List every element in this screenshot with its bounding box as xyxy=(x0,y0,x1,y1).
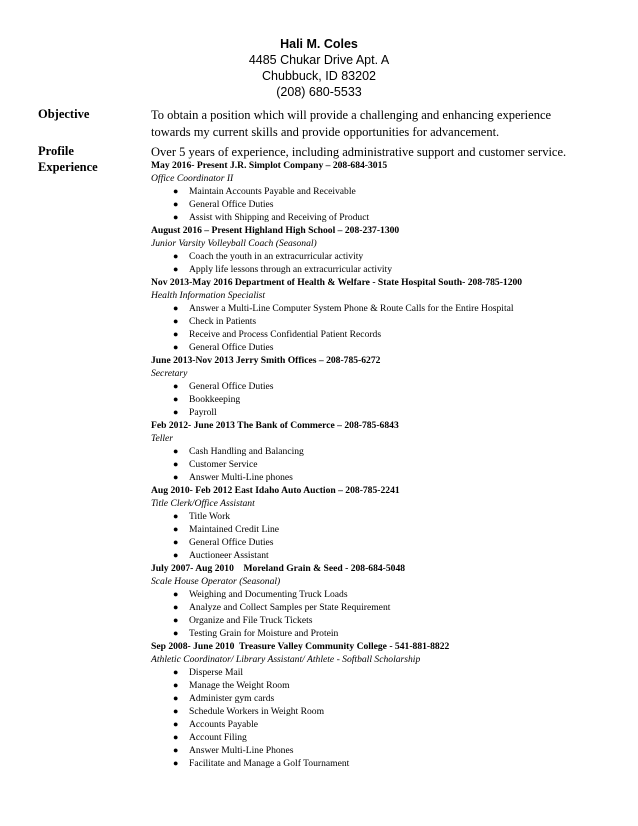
duty-text: Check in Patients xyxy=(189,316,257,327)
profile-label: Profile xyxy=(38,144,74,158)
job-title: August 2016 – Present Highland High School – 208-237-1300 xyxy=(151,225,400,236)
duty-text: Administer gym cards xyxy=(189,693,275,704)
duty-list xyxy=(151,666,621,770)
applicant-name: Hali M. Coles xyxy=(280,37,358,51)
objective-line-2: towards my current skills and provide opportunities for advancement. xyxy=(151,125,500,139)
duty-item xyxy=(151,380,621,393)
duty-item xyxy=(151,679,621,692)
job-title: May 2016- Present J.R. Simplot Company – 208-684-3015 xyxy=(151,160,388,171)
duty-item xyxy=(151,393,621,406)
duty-text: Manage the Weight Room xyxy=(189,680,290,691)
duty-text: Assist with Shipping and Receiving of Product xyxy=(189,212,370,223)
job-title: June 2013-Nov 2013 Jerry Smith Offices – 208-785-6272 xyxy=(151,355,381,366)
duty-text: General Office Duties xyxy=(189,342,274,353)
bullet-icon: ● xyxy=(173,511,179,521)
duty-item xyxy=(151,614,621,627)
duty-text: Answer Multi-Line Phones xyxy=(189,745,294,756)
duty-list xyxy=(151,445,621,484)
job-entry xyxy=(151,640,621,770)
duty-item xyxy=(151,523,621,536)
duty-item xyxy=(151,588,621,601)
duty-item xyxy=(151,692,621,705)
duty-text: Receive and Process Confidential Patient Records xyxy=(189,329,382,340)
duty-item xyxy=(151,328,621,341)
duty-item xyxy=(151,601,621,614)
job-entry xyxy=(151,484,621,562)
job-entry xyxy=(151,276,621,354)
job-title: Feb 2012- June 2013 The Bank of Commerce – 208-785-6843 xyxy=(151,420,399,431)
contact-header xyxy=(0,36,638,100)
bullet-icon: ● xyxy=(173,446,179,456)
bullet-icon: ● xyxy=(173,550,179,560)
bullet-icon: ● xyxy=(173,758,179,768)
duty-item xyxy=(151,302,621,315)
duty-item xyxy=(151,250,621,263)
duty-text: Maintained Credit Line xyxy=(189,524,280,535)
bullet-icon: ● xyxy=(173,667,179,677)
duty-text: Facilitate and Manage a Golf Tournament xyxy=(189,758,350,769)
duty-item xyxy=(151,666,621,679)
bullet-icon: ● xyxy=(173,459,179,469)
bullet-icon: ● xyxy=(173,628,179,638)
profile-text: Over 5 years of experience, including administrative support and customer service. xyxy=(151,145,567,159)
bullet-icon: ● xyxy=(173,199,179,209)
duty-item xyxy=(151,211,621,224)
bullet-icon: ● xyxy=(173,342,179,352)
bullet-icon: ● xyxy=(173,407,179,417)
duty-item xyxy=(151,510,621,523)
bullet-icon: ● xyxy=(173,316,179,326)
job-entry xyxy=(151,419,621,484)
objective-text xyxy=(151,107,611,141)
bullet-icon: ● xyxy=(173,732,179,742)
bullet-icon: ● xyxy=(173,524,179,534)
bullet-icon: ● xyxy=(173,472,179,482)
bullet-icon: ● xyxy=(173,745,179,755)
experience-list xyxy=(151,159,621,770)
duty-list xyxy=(151,250,621,276)
bullet-icon: ● xyxy=(173,602,179,612)
bullet-icon: ● xyxy=(173,706,179,716)
duty-list xyxy=(151,302,621,354)
bullet-icon: ● xyxy=(173,186,179,196)
duty-text: General Office Duties xyxy=(189,381,274,392)
duty-item xyxy=(151,549,621,562)
job-role: Teller xyxy=(151,433,174,444)
bullet-icon: ● xyxy=(173,381,179,391)
duty-item xyxy=(151,458,621,471)
bullet-icon: ● xyxy=(173,329,179,339)
bullet-icon: ● xyxy=(173,693,179,703)
duty-item xyxy=(151,731,621,744)
duty-item xyxy=(151,471,621,484)
duty-item xyxy=(151,705,621,718)
duty-text: General Office Duties xyxy=(189,537,274,548)
address-line-1: 4485 Chukar Drive Apt. A xyxy=(248,53,390,67)
duty-item xyxy=(151,263,621,276)
job-role: Title Clerk/Office Assistant xyxy=(151,498,255,509)
duty-text: Bookkeeping xyxy=(189,394,241,405)
bullet-icon: ● xyxy=(173,251,179,261)
duty-list xyxy=(151,185,621,224)
phone-number: (208) 680-5533 xyxy=(276,85,362,99)
job-entry xyxy=(151,562,621,640)
duty-text: Customer Service xyxy=(189,459,258,470)
duty-text: Payroll xyxy=(189,407,217,418)
duty-list xyxy=(151,510,621,562)
objective-line-1: To obtain a position which will provide a challenging and enhancing experience xyxy=(151,108,552,122)
duty-text: Coach the youth in an extracurricular activity xyxy=(189,251,364,262)
job-title: Aug 2010- Feb 2012 East Idaho Auto Auction – 208-785-2241 xyxy=(151,485,400,496)
duty-text: Apply life lessons through an extracurricular activity xyxy=(189,264,393,275)
duty-text: Disperse Mail xyxy=(189,667,244,678)
job-role: Health Information Specialist xyxy=(151,290,266,301)
bullet-icon: ● xyxy=(173,589,179,599)
duty-item xyxy=(151,406,621,419)
duty-text: Answer a Multi-Line Computer System Phone & Route Calls for the Entire Hospital xyxy=(189,303,514,314)
bullet-icon: ● xyxy=(173,537,179,547)
bullet-icon: ● xyxy=(173,615,179,625)
duty-text: General Office Duties xyxy=(189,199,274,210)
job-entry xyxy=(151,159,621,224)
job-entry xyxy=(151,354,621,419)
job-role: Junior Varsity Volleyball Coach (Seasonal) xyxy=(151,238,317,249)
duty-text: Cash Handling and Balancing xyxy=(189,446,304,457)
job-role: Scale House Operator (Seasonal) xyxy=(151,576,281,587)
job-title: Sep 2008- June 2010 Treasure Valley Community College - 541-881-8822 xyxy=(151,641,450,652)
duty-list xyxy=(151,380,621,419)
duty-item xyxy=(151,445,621,458)
duty-text: Account Filing xyxy=(189,732,247,743)
duty-item xyxy=(151,315,621,328)
duty-text: Weighing and Documenting Truck Loads xyxy=(189,589,348,600)
bullet-icon: ● xyxy=(173,264,179,274)
duty-item xyxy=(151,718,621,731)
job-entry xyxy=(151,224,621,276)
job-role: Athletic Coordinator/ Library Assistant/ Athlete - Softball Scholarship xyxy=(151,654,421,665)
duty-item xyxy=(151,198,621,211)
duty-text: Testing Grain for Moisture and Protein xyxy=(189,628,339,639)
job-title: Nov 2013-May 2016 Department of Health & Welfare - State Hospital South- 208-785-1200 xyxy=(151,277,523,288)
job-role: Office Coordinator II xyxy=(151,173,234,184)
duty-item xyxy=(151,627,621,640)
objective-label: Objective xyxy=(38,107,90,121)
duty-text: Organize and File Truck Tickets xyxy=(189,615,313,626)
bullet-icon: ● xyxy=(173,303,179,313)
duty-text: Schedule Workers in Weight Room xyxy=(189,706,325,717)
job-title: July 2007- Aug 2010 Moreland Grain & Seed - 208-684-5048 xyxy=(151,563,406,574)
duty-text: Auctioneer Assistant xyxy=(189,550,269,561)
duty-item xyxy=(151,536,621,549)
bullet-icon: ● xyxy=(173,212,179,222)
job-role: Secretary xyxy=(151,368,188,379)
duty-text: Answer Multi-Line phones xyxy=(189,472,293,483)
duty-list xyxy=(151,588,621,640)
duty-text: Accounts Payable xyxy=(189,719,259,730)
duty-text: Title Work xyxy=(189,511,231,522)
duty-item xyxy=(151,341,621,354)
duty-text: Analyze and Collect Samples per State Requirement xyxy=(189,602,391,613)
duty-item xyxy=(151,757,621,770)
duty-text: Maintain Accounts Payable and Receivable xyxy=(189,186,356,197)
duty-item xyxy=(151,744,621,757)
bullet-icon: ● xyxy=(173,680,179,690)
address-line-2: Chubbuck, ID 83202 xyxy=(262,69,376,83)
duty-item xyxy=(151,185,621,198)
bullet-icon: ● xyxy=(173,394,179,404)
bullet-icon: ● xyxy=(173,719,179,729)
experience-label: Experience xyxy=(38,160,98,174)
